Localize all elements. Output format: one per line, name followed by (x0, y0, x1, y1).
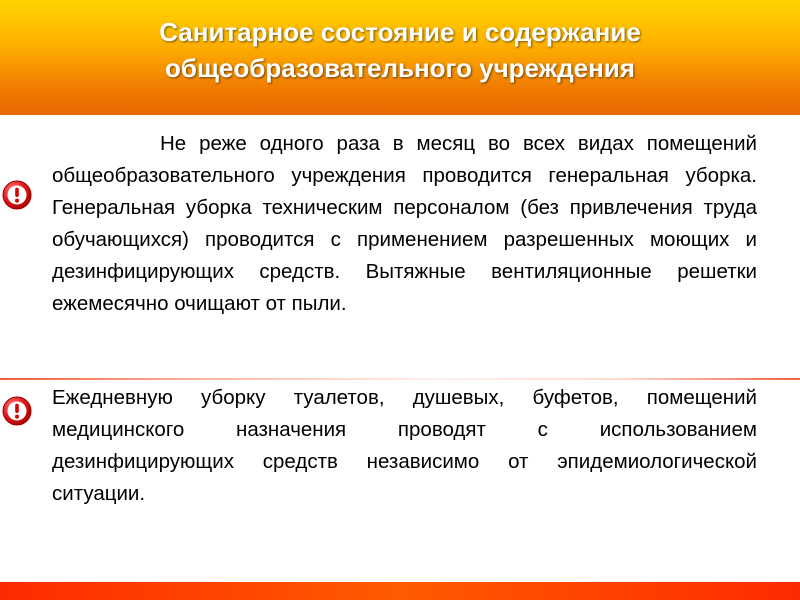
section-1-text: Не реже одного раза в месяц во всех видах помещений общеобразовательного учреждения проводится генеральная уборка. Генеральная уборка техническим персоналом (без привлечения труда обучающихся) проводится с применением разрешенных моющих и дезинфицирующих средств. Вытяжные вентиляционные решетки ежемесячно очищают от пыли. (52, 132, 757, 315)
section-divider (0, 378, 800, 380)
title-line-1: Санитарное состояние и содержание (159, 17, 641, 47)
page-title (0, 14, 800, 86)
warning-icon (2, 396, 32, 426)
section-2-text: Ежедневную уборку туалетов, душевых, буфетов, помещений медицинского назначения проводят с использованием дезинфицирующих средств независимо от эпидемиологической ситуации. (52, 386, 757, 505)
bottom-decorative-bar (0, 582, 800, 600)
warning-icon (2, 180, 32, 210)
title-line-2: общеобразовательного учреждения (165, 53, 635, 83)
slide-header (0, 0, 800, 115)
